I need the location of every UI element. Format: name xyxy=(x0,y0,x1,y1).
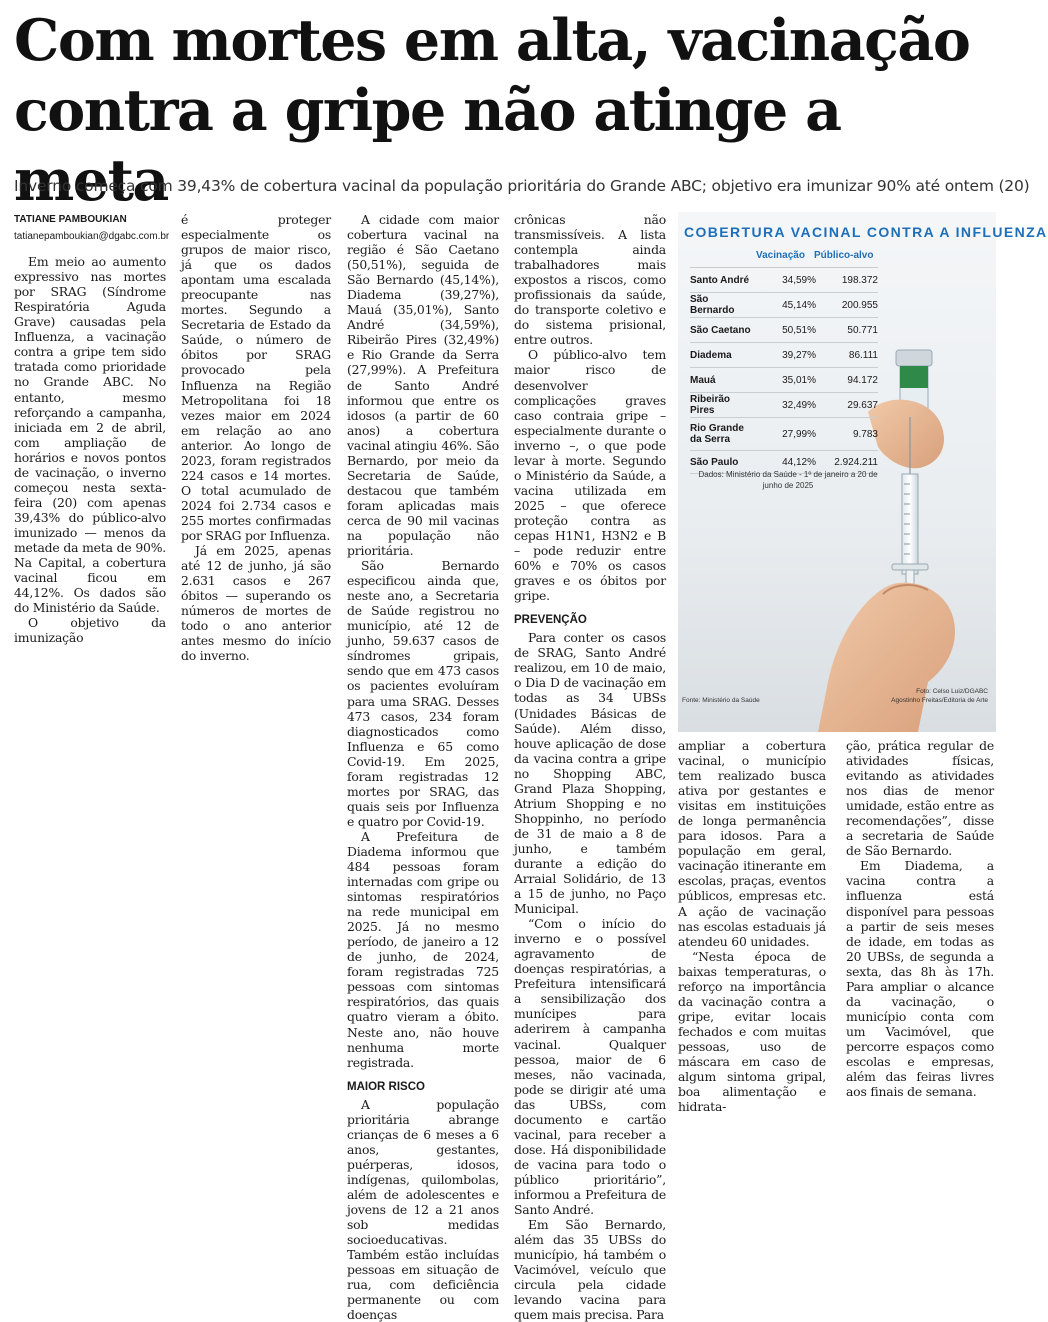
byline-email: tatianepamboukian@dgabc.com.br xyxy=(14,231,170,243)
section-heading-prevencao: PREVENÇÃO xyxy=(514,614,587,627)
vaccination-rate: 34,59% xyxy=(782,274,816,286)
paragraph: Em São Bernardo, além das 35 UBSs do município, há também o Vacimóvel, veículo que circula pela cidade levando vacina para quem mais precisa. Para xyxy=(514,1217,666,1322)
paragraph: Já em 2025, apenas até 12 de junho, já são 2.631 casos e 267 óbitos — superando os números de mortes de todo o ano anterior antes mesmo do início do inverno. xyxy=(181,543,331,664)
target-population: 29.637 xyxy=(847,399,878,411)
infographic-title: COBERTURA VACINAL CONTRA A INFLUENZA xyxy=(684,224,1048,240)
city-name: Rio Grande da Serra xyxy=(690,423,744,445)
city-name: São Caetano xyxy=(690,324,751,336)
vaccination-rate: 45,14% xyxy=(782,299,816,311)
city-name: Ribeirão Pires xyxy=(690,394,731,416)
photo-credit: Foto: Celso Luiz/DGABC xyxy=(916,688,988,695)
table-row xyxy=(690,342,878,367)
target-population: 200.955 xyxy=(841,299,878,311)
paragraph: O público-alvo tem maior risco de desenvolver complicações graves caso contraia gripe – especialmente durante o inverno –, o que pode levar à morte. Segundo o Ministério da Saúde, a vacina utilizada em 2025 – que oferece proteção contra as cepas H1N1, H3N2 e B – pode reduzir entre 60% e 70% os casos graves e os óbitos por gripe. xyxy=(514,347,666,604)
article-column-6 xyxy=(846,738,994,1099)
paragraph: ção, prática regular de atividades físicas, evitando as atividades nos dias de menor umidade, estão entre as recomendações”, disse a secretaria de Saúde de São Bernardo. xyxy=(846,738,994,859)
headline: Com mortes em alta, vacinação contra a gripe não atinge a meta xyxy=(14,7,970,214)
paragraph: ampliar a cobertura vacinal, o município tem realizado busca ativa por gestantes e visitas em instituições de longa permanência para idosos. Para a população em geral, vacinação itinerante em escolas, praças, eventos públicos, empresas etc. A ação de vacinação nas escolas estaduais já atendeu 60 unidades. xyxy=(678,738,826,949)
table-row xyxy=(690,317,878,342)
vaccination-rate: 32,49% xyxy=(782,399,816,411)
paragraph: São Bernardo especificou ainda que, neste ano, a Secretaria de Saúde registrou no município, até 12 de junho, 59.637 casos de síndromes gripais, sendo que em 473 casos os pacientes evoluíram para uma SRAG. Desses 473 casos, 234 foram diagnosticados como Influenza e 65 como Covid-19. Em 2025, foram registradas 12 mortes por SRAG, das quais seis por Influenza e quatro por Covid-19. xyxy=(347,558,499,829)
data-source: Dados: Ministério da Saúde - 1º de janeiro a 20 de junho de 2025 xyxy=(698,470,878,490)
vaccination-rate: 35,01% xyxy=(782,374,816,386)
table-row xyxy=(690,392,878,417)
article-column-1 xyxy=(14,212,170,646)
city-name: São Bernardo xyxy=(690,294,735,316)
city-name: São Paulo xyxy=(690,456,739,468)
article-column-4 xyxy=(514,212,666,1322)
coverage-table xyxy=(690,267,878,474)
vaccination-rate: 39,27% xyxy=(782,349,816,361)
section-heading-maior-risco: MAIOR RISCO xyxy=(347,1080,425,1093)
vaccination-rate: 50,51% xyxy=(782,324,816,336)
target-population: 198.372 xyxy=(841,274,878,286)
art-credit: Agostinho Freitas/Editoria de Arte xyxy=(891,697,988,704)
subhead: Inverno começa com 39,43% de cobertura vacinal da população prioritária do Grande ABC; objetivo era imunizar 90% até ontem (20) xyxy=(14,177,1030,195)
city-name: Diadema xyxy=(690,349,732,361)
article-column-5 xyxy=(678,738,826,1114)
paragraph: A Prefeitura de Diadema informou que 484 pessoas foram internadas com gripe ou sintomas respiratórios na rede municipal em 2025. Já no mesmo período, de janeiro a 12 de junho, de 2024, foram registradas 725 pessoas com sintomas respiratórios, das quais quatro vieram a óbito. Neste ano, não houve nenhuma morte registrada. xyxy=(347,828,499,1070)
city-name: Mauá xyxy=(690,374,716,386)
column-header-vacinacao: Vacinação xyxy=(756,250,805,261)
paragraph: O objetivo da imunização xyxy=(14,615,166,646)
article-column-2 xyxy=(181,212,331,663)
table-row xyxy=(690,367,878,392)
paragraph: Em Diadema, a vacina contra a influenza está disponível para pessoas a partir de seis meses de idade, em todas as 20 UBSs, de segunda a sexta, das 8h às 17h. Para ampliar o alcance da vacinação, o município conta com um Vacimóvel, que percorre espaços como escolas e empresas, além das feiras livres aos finais de semana. xyxy=(846,858,994,1100)
paragraph: “Nesta época de baixas temperaturas, o reforço na importância da vacinação contra a gripe, evitar locais fechados e com muitas pessoas, uso de máscara em caso de algum sintoma gripal, boa alimentação e hidrata- xyxy=(678,948,826,1115)
byline-author: TATIANE PAMBOUKIAN xyxy=(14,214,127,225)
target-population: 9.783 xyxy=(852,428,878,440)
paragraph: A população prioritária abrange crianças de 6 meses a 6 anos, gestantes, puérperas, idosos, indígenas, quilombolas, além de adolescentes e jovens de 12 a 21 anos sob medidas socioeducativas. Também estão incluídas pessoas em situação de rua, com deficiência permanente ou com doenças xyxy=(347,1096,499,1322)
target-population: 94.172 xyxy=(847,374,878,386)
paragraph: Para conter os casos de SRAG, Santo André realizou, em 10 de maio, o Dia D de vacinação em todas as 34 UBSs (Unidades Básicas de Saúde). Além disso, houve aplicação de dose da vacina contra a gripe no Shopping ABC, Grand Plaza Shopping, Atrium Shopping e no Shoppinho, no período de 31 de maio a 8 de junho, e também durante a edição do Arraial Solidário, de 13 a 15 de junho, no Paço Municipal. xyxy=(514,630,666,917)
target-population: 86.111 xyxy=(848,349,878,361)
table-row xyxy=(690,292,878,317)
table-row xyxy=(690,417,878,450)
city-name: Santo André xyxy=(690,274,750,286)
paragraph: “Com o início do inverno e o possível agravamento de doenças respiratórias, a Prefeitura intensificará a sensibilização dos munícipes para aderirem à campanha vacinal. Qualquer pessoa, maior de 6 meses, não vacinada, pode se dirigir até uma das UBSs, com documento e cartão vacinal, para receber a dose. Há disponibilidade de vacina para todo o público prioritário”, informou a Prefeitura de Santo André. xyxy=(514,916,666,1218)
target-population: 2.924.211 xyxy=(834,456,878,468)
paragraph: é proteger especialmente os grupos de maior risco, já que os dados apontam uma escalada preocupante nas mortes. Segundo a Secretaria de Estado da Saúde, o número de óbitos por SRAG provocado pela Influenza na Região Metropolitana foi 18 vezes maior em 2024 em relação ao ano anterior. Ao longo de 2023, foram registrados 224 casos e 14 mortes. O total acumulado de 2024 foi 2.734 casos e 255 mortes confirmadas por SRAG por Influenza. xyxy=(181,212,331,543)
infographic-vaccination-coverage xyxy=(678,212,1048,732)
source-credit: Fonte: Ministério da Saúde xyxy=(682,697,760,704)
table-row xyxy=(690,267,878,292)
target-population: 50.771 xyxy=(847,324,878,336)
column-header-publico-alvo: Público-alvo xyxy=(814,250,874,261)
vaccination-rate: 44,12% xyxy=(782,456,816,468)
paragraph: Em meio ao aumento expressivo nas mortes por SRAG (Síndrome Respiratória Aguda Grave) causadas pela Influenza, a vacinação contra a gripe tem sido tratada como prioridade no Grande ABC. No entanto, mesmo reforçando a campanha, iniciada em 2 de abril, com ampliação de horários e novos pontos de vacinação, o inverno começou nesta sexta-feira (20) com apenas 39,43% do público-alvo imunizado — menos da metade da meta de 90%. Na Capital, a cobertura vacinal ficou em 44,12%. Os dados são do Ministério da Saúde. xyxy=(14,254,166,616)
vaccination-rate: 27,99% xyxy=(782,428,816,440)
paragraph: A cidade com maior cobertura vacinal na região é São Caetano (50,51%), seguida de São Bernardo (45,14%), Diadema (39,27%), Mauá (35,01%), Santo André (34,59%), Ribeirão Pires (32,49%) e Rio Grande da Serra (27,99%). A Prefeitura de Santo André informou que entre os idosos (a partir de 60 anos) a cobertura vacinal atingiu 46%. São Bernardo, por meio da Secretaria de Saúde, destacou que também foram aplicadas mais cerca de 90 mil vacinas na população não prioritária. xyxy=(347,212,499,559)
article-column-3 xyxy=(347,212,499,1322)
paragraph: crônicas não transmissíveis. A lista contempla ainda trabalhadores mais expostos a riscos, como profissionais da saúde, do transporte coletivo e do sistema prisional, entre outros. xyxy=(514,212,666,348)
